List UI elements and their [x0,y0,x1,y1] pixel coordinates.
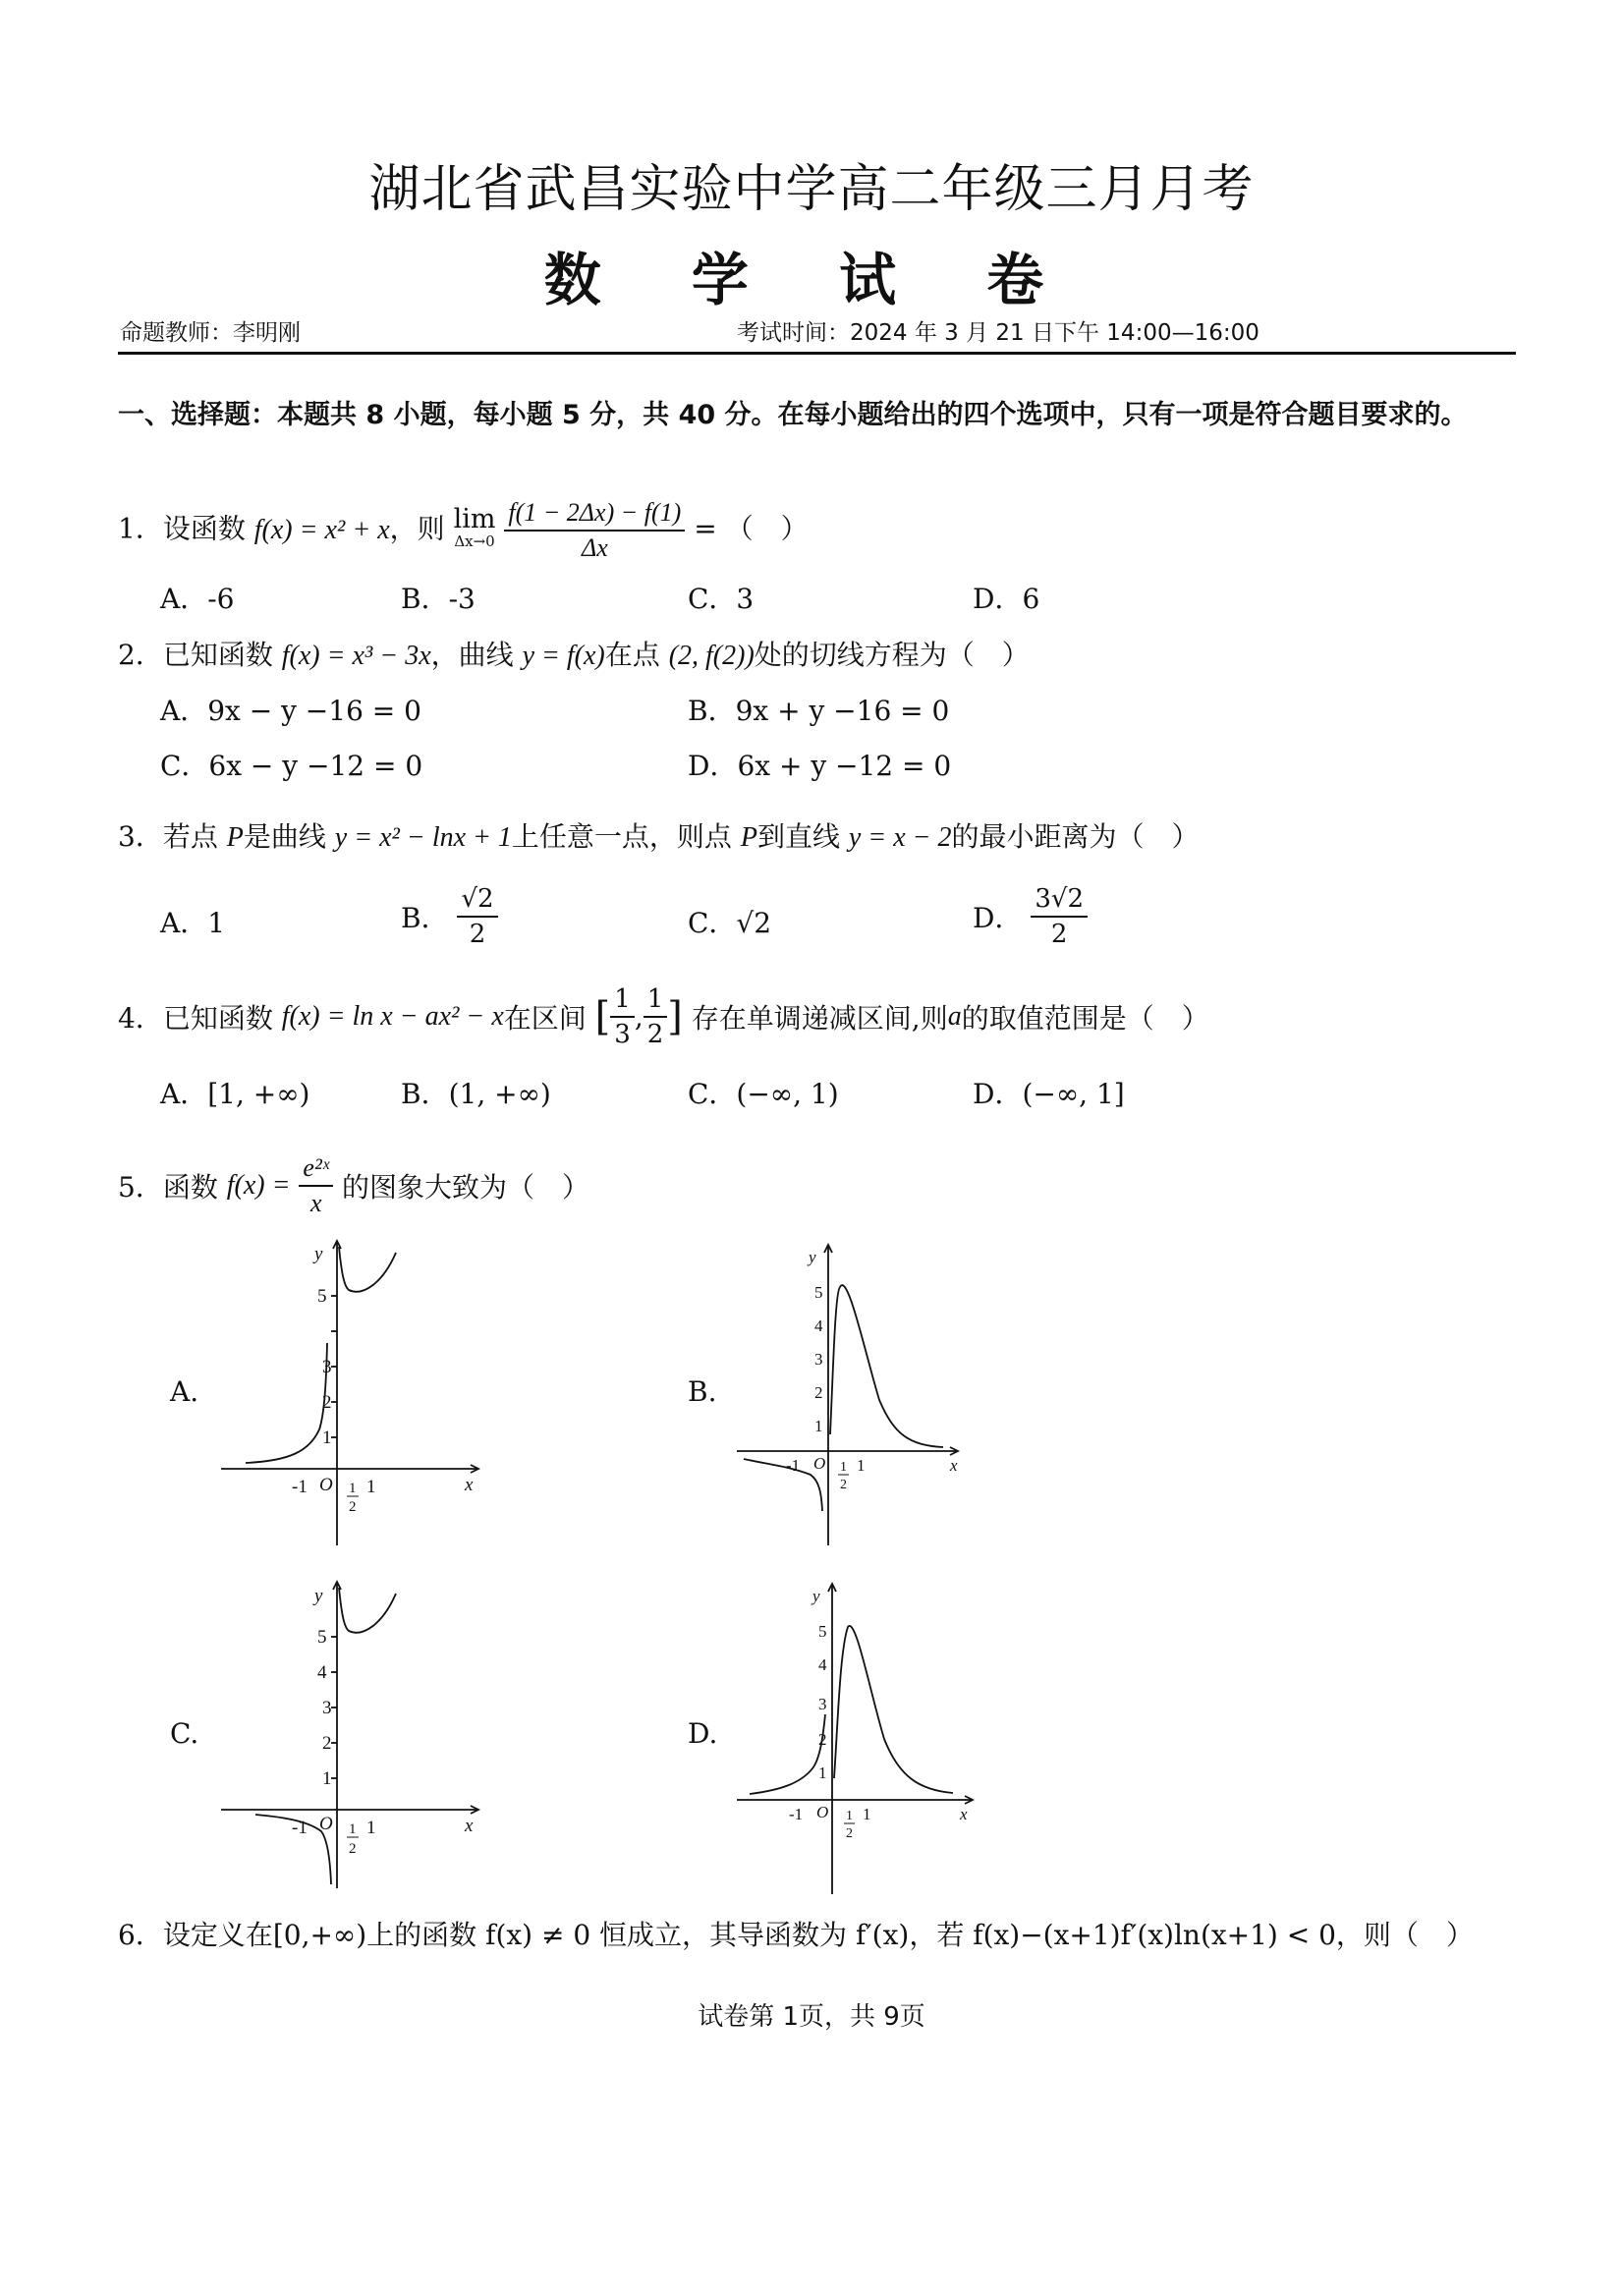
svg-text:1: 1 [322,1428,332,1448]
q4-pre: 已知函数 [162,1002,273,1035]
q2-mid2: 在点 [604,639,660,671]
question-3 [118,815,1200,855]
svg-text:5: 5 [317,1627,327,1648]
svg-text:-1: -1 [789,1805,804,1823]
q2-pre: 已知函数 [162,639,273,671]
svg-text:4: 4 [814,1316,823,1335]
svg-text:1: 1 [818,1764,827,1782]
graph-b-label: B. [688,1375,717,1408]
svg-text:1: 1 [349,1821,357,1837]
page-title: 湖北省武昌实验中学高二年级三月月考 [368,160,1255,219]
question-4: 4．已知函数 f(x) = ln x − ax² − x在区间 [ $\frac{1}{3}$ , $\frac{1}{2}$ ] 存在单调递减区间,则a的取值范围是（ ） [118,984,1209,1049]
svg-text:O: O [813,1454,826,1473]
page-footer: 试卷第 1页，共 9页 [698,2002,925,2032]
q5-pre: 函数 [162,1171,218,1204]
graph-c [211,1572,486,1896]
svg-text:2: 2 [818,1730,827,1749]
q2-option-c: C．6x − y −12 = 0 [160,750,423,782]
svg-text:O: O [816,1803,829,1821]
q4-function: f(x) = ln x − ax² − x [281,1001,504,1032]
q5-post: 的图象大致为（ ） [342,1171,590,1204]
q3-pre: 若点 [162,820,218,853]
exam-subtitle: 数 学 试 卷 [543,247,1080,313]
q3-option-a: A．1 [160,907,226,939]
q4-option-c: C．(−∞, 1) [688,1078,839,1110]
q5-function: f(x) = [226,1170,291,1201]
svg-text:1: 1 [863,1805,871,1823]
q4-option-d: D．(−∞, 1] [973,1078,1125,1110]
svg-text:3: 3 [322,1698,332,1718]
q4-option-a: A．[1, +∞) [160,1078,310,1110]
q6-number: 6． [118,1919,163,1951]
q1-fraction: $\frac{f(1 - 2\Delta x) - f(1)}{\Delta x}$ [504,496,685,565]
q4-option-b: B．(1, +∞) [401,1078,551,1110]
teacher-info: 命题教师：李明刚 [120,320,301,346]
q3-option-b: B． $\frac{√2}{2}$ [401,882,498,951]
q1-limit: lim Δx→0 [453,504,496,550]
question-5 [118,1151,589,1220]
q1-option-c: C．3 [688,583,755,615]
q4-mid: 在区间 [503,1002,587,1035]
svg-text:-1: -1 [292,1477,308,1497]
q4-number: 4． [118,1002,163,1035]
svg-text:3: 3 [818,1695,827,1713]
q4-post2: 的取值范围是（ ） [961,1002,1209,1035]
svg-text:5: 5 [317,1286,327,1307]
svg-text:-1: -1 [786,1456,801,1475]
svg-text:y: y [314,1244,323,1264]
graph-b [732,1233,968,1547]
q1-option-a: A．-6 [160,583,235,615]
q3-mid2: 上任意一点，则点 [511,820,732,853]
svg-text:2: 2 [349,1499,357,1515]
svg-text:x: x [960,1805,968,1823]
svg-text:y: y [314,1586,323,1606]
q2-post: 处的切线方程为（ ） [754,639,1030,671]
svg-text:2: 2 [846,1826,853,1841]
q1-pre: 设函数 [162,512,246,545]
exam-time: 考试时间：2024 年 3 月 21 日下午 14:00—16:00 [737,320,1259,346]
svg-text:y: y [812,1587,820,1605]
q3-line: y = x − 2 [848,822,952,853]
svg-text:3: 3 [322,1357,332,1377]
graph-d-label: D. [688,1717,718,1750]
svg-text:y: y [809,1248,816,1266]
q3-option-c: C．√2 [688,907,772,939]
q3-curve: y = x² − lnx + 1 [334,822,512,853]
section-heading: 一、选择题：本题共 8 小题，每小题 5 分，共 40 分。在每小题给出的四个选项中，只有一项是符合题目要求的。 [118,400,1468,430]
svg-text:x: x [465,1816,474,1836]
q2-option-a: A．9x − y −16 = 0 [160,695,421,727]
svg-text:3: 3 [814,1350,823,1369]
question-6 [118,1914,1474,1953]
svg-text:2: 2 [322,1392,332,1413]
svg-text:5: 5 [814,1283,823,1302]
question-2 [118,634,1030,673]
question-1 [118,496,809,565]
q3-mid3: 到直线 [756,820,840,853]
svg-text:1: 1 [814,1417,823,1435]
q1-option-b: B．-3 [401,583,476,615]
q6-text: 设定义在[0,+∞)上的函数 f(x) ≠ 0 恒成立，其导函数为 f′(x)，若 f(x)−(x+1)f′(x)ln(x+1) < 0，则（ ） [162,1919,1474,1951]
q3-mid: 是曲线 [243,820,326,853]
q3-number: 3． [118,820,163,853]
q3-point-p: P [226,822,244,853]
svg-text:4: 4 [818,1655,827,1674]
svg-text:x: x [465,1475,474,1495]
svg-text:2: 2 [814,1383,823,1402]
q1-number: 1． [118,512,163,545]
svg-text:1: 1 [857,1456,866,1475]
svg-text:1: 1 [840,1460,847,1475]
q2-curve: y = f(x) [522,641,605,671]
graph-a-label: A. [170,1375,199,1408]
q2-number: 2． [118,639,163,671]
svg-text:O: O [319,1475,333,1495]
q4-interval-right: $\frac{1}{2}$ [644,982,668,1051]
q1-option-d: D．6 [973,583,1040,615]
svg-text:1: 1 [349,1481,357,1496]
svg-text:1: 1 [366,1818,376,1838]
q1-function: f(x) = x² + x [253,514,390,545]
q2-function: f(x) = x³ − 3x [281,641,431,671]
q1-answer-blank: = （ ） [694,512,809,545]
q3-post: 的最小距离为（ ） [951,820,1200,853]
svg-text:5: 5 [818,1622,827,1641]
header-divider [118,352,1516,355]
svg-text:1: 1 [846,1809,853,1823]
svg-text:1: 1 [366,1477,376,1497]
q2-option-d: D．6x + y −12 = 0 [688,750,952,782]
q2-mid: ，曲线 [430,639,514,671]
q5-fraction: $\frac{\text{e²ˣ}}{x}$ [299,1151,333,1220]
q3-point-p2: P [740,822,757,853]
svg-text:4: 4 [317,1662,327,1683]
q4-interval-left: $\frac{1}{3}$ [610,982,635,1051]
q4-post: 存在单调递减区间,则 [691,1002,948,1035]
q3-option-d: D． $\frac{3√2}{2}$ [973,882,1088,951]
svg-text:2: 2 [322,1733,332,1754]
graph-c-label: C. [170,1717,199,1750]
q4-var: a [947,1001,962,1032]
svg-text:-1: -1 [292,1818,308,1838]
q1-mid: ，则 [389,512,445,545]
q5-number: 5． [118,1171,163,1204]
svg-text:x: x [950,1456,958,1475]
graph-a [211,1233,486,1547]
svg-text:2: 2 [840,1478,847,1492]
svg-text:2: 2 [349,1841,357,1857]
q2-option-b: B．9x + y −16 = 0 [688,695,950,727]
graph-d [732,1572,978,1896]
q2-point: (2, f(2)) [668,641,755,671]
svg-text:O: O [319,1814,333,1834]
svg-text:1: 1 [322,1768,332,1789]
